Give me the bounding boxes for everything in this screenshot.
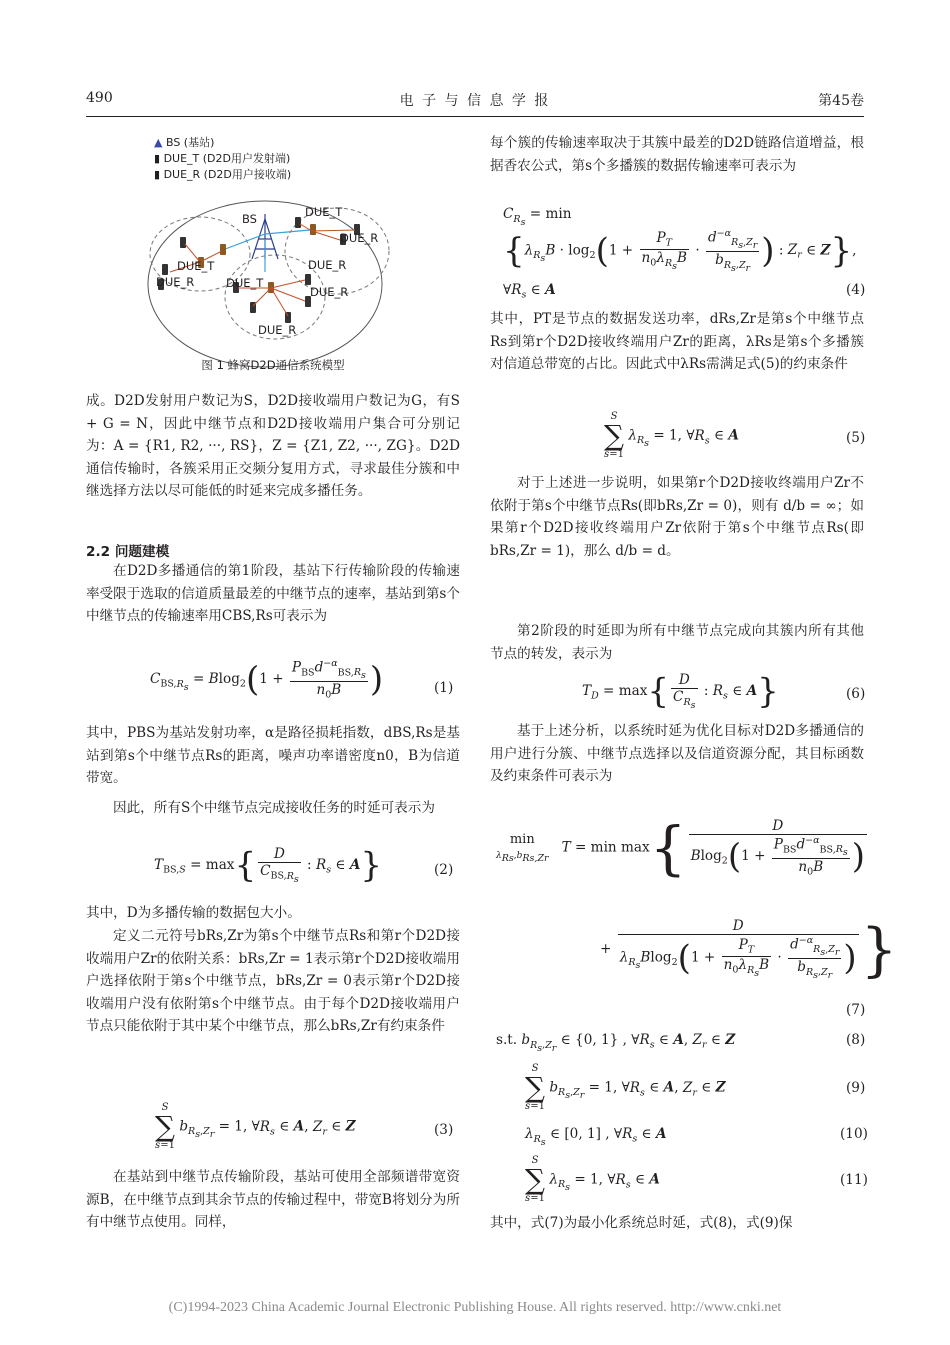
- volume-label: 第45卷: [818, 93, 864, 109]
- label-due-r-1: DUE_R: [340, 231, 379, 245]
- figure-caption: 图 1 蜂窝D2D通信系统模型: [201, 358, 345, 372]
- equation-5: S ∑ s=1 $\lambda_{R_s} = 1$, $\forall R_s$ ∈ A: [604, 411, 739, 460]
- left-paragraph-1: 成。D2D发射用户数记为S，D2D接收端用户数记为G，有S + G = N，因此中继节点和D2D接收端用户集合可分别记为：A = {R1, R2, ···, RS}，Z = {Z1, Z2, ···, ZG}。D2D通信传输时，各簇采用正交频分复用方式，寻求最佳分簇和中继选择方法以尽可能低的时延来完成多播任务。: [86, 393, 460, 500]
- equation-1-number: (1): [434, 680, 454, 696]
- legend-bs: BS (基站): [165, 136, 215, 149]
- equation-4-number: (4): [846, 282, 866, 298]
- legend-due-t: DUE_T (D2D用户发射端): [163, 152, 291, 165]
- label-due-r-5: DUE_R: [258, 323, 297, 337]
- equation-3-number: (3): [434, 1122, 454, 1138]
- equation-2-number: (2): [434, 862, 454, 878]
- right-paragraph-6: 其中，式(7)为最小化系统总时延，式(8)，式(9)保: [490, 1215, 793, 1231]
- left-paragraph-7: 在基站到中继节点传输阶段，基站可使用全部频谱带宽资源B，在中继节点到其余节点的传输过程中，带宽B将划分为所有中继节点使用。同样，: [86, 1169, 460, 1231]
- equation-4-body: {$\lambda_{R_s}B \cdot \log_2(1$ + $\frac{P_T}{n_0\lambda_{R_s}B}$ · $\frac{d^{-\alpha}_{R_s,Z_r}}{b_{R_s,Z_r}}$ ) : $Z_r$ ∈ Z},: [503, 228, 857, 274]
- left-paragraph-5: 其中，D为多播传输的数据包大小。: [86, 905, 301, 921]
- left-paragraph-2: 在D2D多播通信的第1阶段，基站下行传输阶段的传输速率受限于选取的信道质量最差的中继节点的速率，基站到第s个中继节点的传输速率用CBS,Rs可表示为: [86, 563, 461, 625]
- equation-3: S ∑ s=1 $b_{R_s,Z_r} = 1$, $\forall R_s$ ∈ A, $Z_r$ ∈ Z: [155, 1102, 356, 1151]
- phone-rx-legend-icon: ▮: [154, 168, 161, 181]
- equation-7-part-2: + D $\lambda_{R_s}Blog_2(1$ + $\frac{P_T}{n_0\lambda_{R_s}B}$ · $\frac{d^{-\alpha}_{R_s,Z_r}}{b_{R_s,Z_r}}$ ) }: [600, 915, 898, 984]
- right-paragraph-5: 基于上述分析，以系统时延为优化目标对D2D多播通信的用户进行分簇、中继节点选择以及信道资源分配，其目标函数及约束条件可表示为: [490, 723, 864, 785]
- equation-11-number: (11): [840, 1172, 868, 1188]
- label-due-t-2: DUE_T: [177, 259, 215, 273]
- label-due-r-3: DUE_R: [308, 258, 347, 272]
- label-bs: BS: [242, 212, 257, 226]
- equation-9: S ∑ s=1 $b_{R_s,Z_r} = 1$, $\forall R_s$ ∈ A, $Z_r$ ∈ Z: [525, 1063, 726, 1112]
- system-model-diagram: [140, 184, 400, 369]
- section-title: 2.2 问题建模: [86, 544, 170, 560]
- phone-tx-legend-icon: ▮: [154, 152, 161, 165]
- equation-9-number: (9): [846, 1080, 866, 1096]
- right-paragraph-4: 第2阶段的时延即为所有中继节点完成向其簇内所有其他节点的转发，表示为: [490, 623, 864, 662]
- equation-7-number: (7): [846, 1002, 866, 1018]
- left-paragraph-4: 因此，所有S个中继节点完成接收任务的时延可表示为: [113, 800, 435, 816]
- copyright-footer: (C)1994-2023 China Academic Journal Electronic Publishing House. All rights reserved. http://www.cnki.net: [168, 1300, 782, 1315]
- page-number: 490: [86, 90, 113, 106]
- journal-title: 电 子 与 信 息 学 报: [399, 93, 551, 109]
- equation-6: $T_D = \max${ $\frac{D}{C_{R_s}}$ : $R_s$ ∈ A}: [582, 671, 779, 712]
- label-due-t-1: DUE_T: [305, 205, 343, 219]
- equation-11: S ∑ s=1 $\lambda_{R_s} = 1$, $\forall R_s$ ∈ A: [525, 1155, 660, 1204]
- left-paragraph-3: 其中，PBS为基站发射功率，α是路径损耗指数，dBS,Rs是基站到第s个中继节点Rs的距离，噪声功率谱密度n0，B为信道带宽。: [86, 725, 460, 787]
- equation-10: $\lambda_{R_s}$ ∈ [0, 1] , $\forall R_s$ ∈ A: [525, 1126, 667, 1148]
- figure-1: [140, 128, 400, 368]
- equation-1: $C_{BS,R_s} = Blog_2(1$ + $\frac{P_{BS}d^{-\alpha}_{BS,R_s}}{n_0B}$ ): [150, 658, 384, 701]
- equation-8-number: (8): [846, 1032, 866, 1048]
- equation-4: $C_{R_s} = \min$: [503, 206, 572, 228]
- label-due-r-2: DUE_R: [156, 275, 195, 289]
- left-paragraph-6: 定义二元符号bRs,Zr为第s个中继节点Rs和第r个D2D接收端用户Zr的依附关系：bRs,Zr = 1表示第r个D2D接收端用户选择依附于第s个中继节点，bRs,Zr = 0表示第r个D2D接收端用户没有依附第s个中继节点。由于每个D2D接收端用户节点只能依附于其中某个中继节点，那么bRs,Zr有约束条件: [86, 928, 460, 1035]
- label-due-t-3: DUE_T: [226, 276, 264, 290]
- header-rule: [86, 116, 864, 117]
- equation-7: min $\lambda_{Rs},b_{Rs,Zr}$ T = min max{ D Blog$_2$(1 + $\frac{P_{BS}d^{-\alpha}_{BS,R_s}}{n_0B}$ ): [496, 813, 866, 882]
- equation-10-number: (10): [840, 1126, 868, 1142]
- right-paragraph-1: 每个簇的传输速率取决于其簇中最差的D2D链路信道增益，根据香农公式，第s个多播簇的数据传输速率可表示为: [490, 135, 864, 174]
- equation-8: s.t. $b_{R_s,Z_r}$ ∈ {0, 1} , $\forall R_s$ ∈ A, $Z_r$ ∈ Z: [496, 1032, 736, 1054]
- right-paragraph-2: 其中，PT是节点的数据发送功率，dRs,Zr是第s个中继节点Rs到第r个D2D接收终端用户Zr的距离，λRs是第s个多播簇对信道总带宽的占比。因此式中λRs需满足式(5)的约束条件: [490, 311, 864, 373]
- legend-due-r: DUE_R (D2D用户接收端): [163, 168, 292, 181]
- equation-4-cond: $\forall R_s$ ∈ A: [503, 282, 556, 301]
- bs-legend-icon: ▲: [154, 136, 163, 149]
- right-paragraph-3: 对于上述进一步说明，如果第r个D2D接收终端用户Zr不依附于第s个中继节点Rs(即bRs,Zr = 0)，则有 d/b = ∞；如果第r个D2D接收终端用户Zr依附于第s个中继节点Rs(即bRs,Zr = 1)，那么 d/b = d。: [490, 475, 864, 559]
- equation-2: $T_{BS,S} = \max${ $\frac{D}{C_{BS,R_s}}$ : $R_s$ ∈ A}: [154, 845, 383, 886]
- label-due-r-4: DUE_R: [310, 285, 349, 299]
- equation-5-number: (5): [846, 430, 866, 446]
- equation-6-number: (6): [846, 686, 866, 702]
